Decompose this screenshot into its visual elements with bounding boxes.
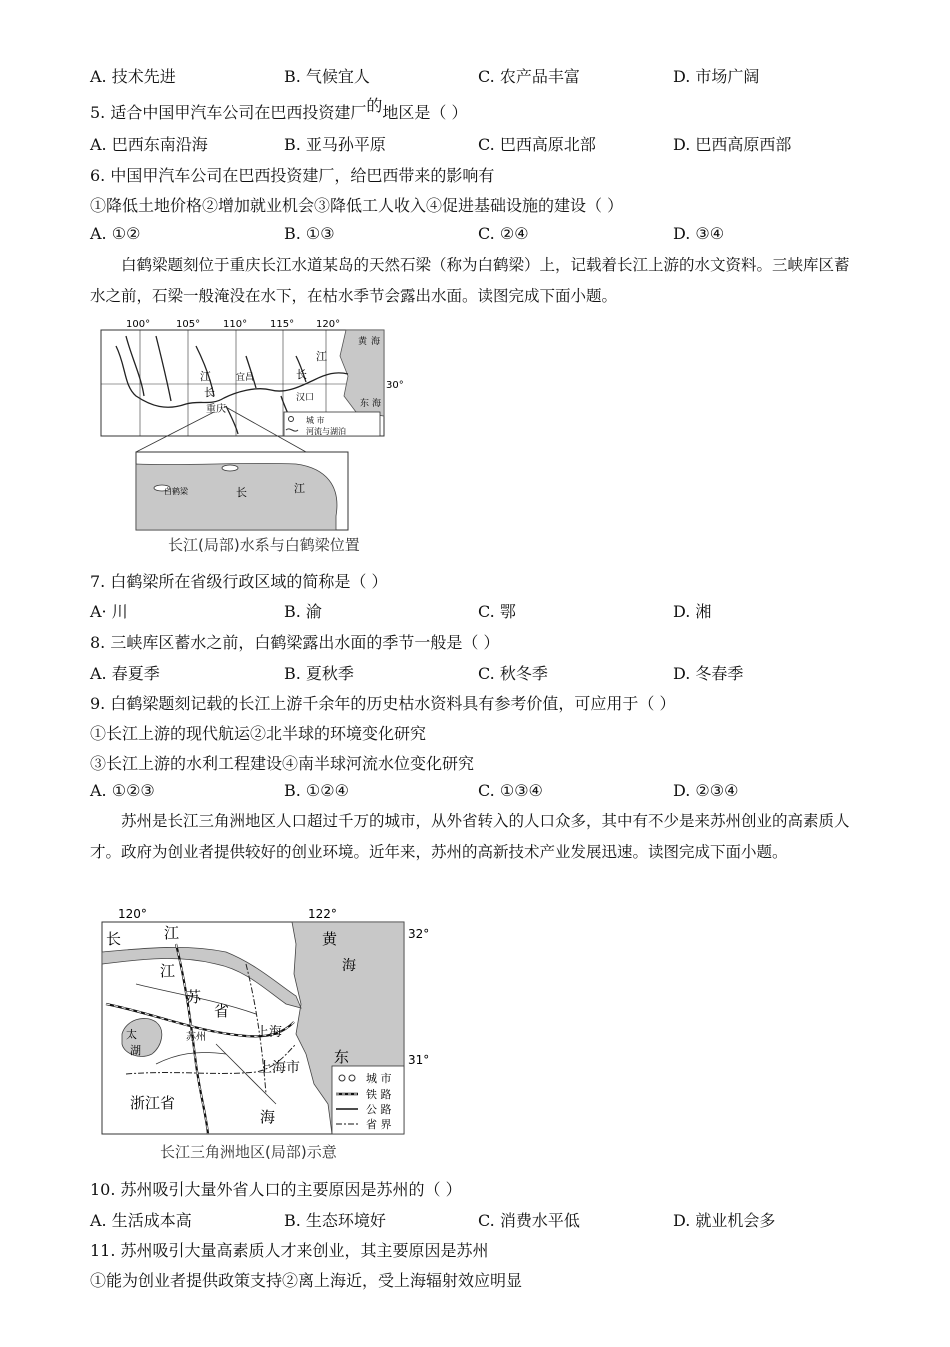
q6-stem: 6. 中国甲汽车公司在巴西投资建厂，给巴西带来的影响有	[90, 166, 495, 185]
q4-option-d: D. 市场广阔	[673, 67, 760, 86]
q9-option-b: B. ①②④	[284, 781, 349, 800]
map1-inset-chang: 长	[236, 486, 247, 499]
q6-option-c: C. ②④	[478, 224, 529, 243]
q10-option-a: A. 生活成本高	[90, 1211, 192, 1230]
q9-option-d: D. ②③④	[673, 781, 739, 800]
q9-stem: 9. 白鹤梁题刻记载的长江上游千余年的历史枯水资料具有参考价值，可应用于（ ）	[90, 694, 676, 713]
map2-label-zhejiang: 浙江省	[130, 1094, 176, 1112]
q5-option-d: D. 巴西高原西部	[673, 135, 792, 154]
map1-inset-jiang: 江	[294, 482, 305, 495]
q11-stem: 11. 苏州吸引大量高素质人才来创业，其主要原因是苏州	[90, 1241, 489, 1260]
map2-lat-31: 31°	[408, 1053, 430, 1067]
map1-label-yichang: 宜昌	[236, 373, 255, 383]
map2-label-dong: 东	[334, 1048, 350, 1066]
q9-option-a: A. ①②③	[90, 781, 155, 800]
map1-label-chang2: 长	[296, 368, 307, 381]
q7-option-c: C. 鄂	[478, 602, 516, 621]
map1-lon-100: 100°	[126, 319, 151, 330]
q8-option-d: D. 冬春季	[673, 664, 744, 683]
map1-caption: 长江(局部)水系与白鹤梁位置	[168, 536, 360, 554]
map2-label-jiang-top: 江	[164, 924, 180, 942]
map1-lon-105: 105°	[176, 319, 201, 330]
map2-label-huang: 黄	[322, 930, 338, 948]
map1-label-chang1: 长	[204, 386, 215, 399]
map1-legend-city: 城 市	[306, 416, 325, 425]
map2-lon-120: 120°	[118, 907, 147, 921]
q7-option-b: B. 渝	[284, 602, 322, 621]
q10-option-d: D. 就业机会多	[673, 1211, 776, 1230]
map2-caption: 长江三角洲地区(局部)示意	[160, 1143, 337, 1161]
map-yangtze-baiheliang	[96, 316, 406, 560]
map1-label-huanghai: 黄	[358, 337, 368, 347]
map2-lon-122: 122°	[308, 907, 337, 921]
map2-label-jiang: 江	[160, 962, 176, 980]
q4-option-a: A. 技术先进	[90, 67, 176, 86]
map2-label-shanghaishi: 上海市	[258, 1060, 300, 1076]
q5-option-c: C. 巴西高原北部	[478, 135, 596, 154]
q5-option-b: B. 亚马孙平原	[284, 135, 386, 154]
map1-label-chongqing: 重庆	[206, 404, 226, 415]
q7-stem: 7. 白鹤梁所在省级行政区域的简称是（ ）	[90, 572, 388, 591]
map2-label-hai-s: 海	[260, 1108, 276, 1126]
q10-option-c: C. 消费水平低	[478, 1211, 580, 1230]
q11-item1: ①能为创业者提供政策支持②离上海近，受上海辐射效应明显	[90, 1271, 523, 1290]
map1-lon-110: 110°	[223, 319, 248, 330]
map1-inset-baiheliang: 白鹤梁	[164, 487, 188, 496]
map1-label-jiang1: 江	[200, 370, 211, 383]
map2-label-sheng: 省	[214, 1002, 230, 1020]
passage-baiheliang: 白鹤梁题刻位于重庆长江水道某岛的天然石梁（称为白鹤梁）上，记载着长江上游的水文资料。三峡库区蓄水之前，石梁一般淹没在水下，在枯水季节会露出水面。读图完成下面小题。	[90, 256, 850, 305]
map1-legend-river: 河流与湖泊	[306, 427, 346, 436]
q8-option-b: B. 夏秋季	[284, 664, 354, 683]
passage-suzhou: 苏州是长江三角洲地区人口超过千万的城市，从外省转入的人口众多，其中有不少是来苏州创业的高素质人才。政府为创业者提供较好的创业环境。近年来，苏州的高新技术产业发展迅速。读图完成下面小题。	[90, 812, 850, 861]
map2-label-hai-n: 海	[342, 958, 356, 974]
q6-option-d: D. ③④	[673, 224, 725, 243]
q9-item1: ①长江上游的现代航运②北半球的环境变化研究	[90, 724, 427, 743]
q8-option-a: A. 春夏季	[90, 664, 160, 683]
q7-option-a: A· 川	[90, 602, 128, 621]
q6-option-b: B. ①③	[284, 224, 335, 243]
map1-lon-115: 115°	[270, 319, 295, 330]
map2-legend-rail: 铁 路	[366, 1088, 392, 1101]
map1-lat-30: 30°	[386, 380, 404, 391]
q5-option-a: A. 巴西东南沿海	[90, 135, 208, 154]
map2-legend-road: 公 路	[366, 1103, 392, 1116]
q8-stem: 8. 三峡库区蓄水之前，白鹤梁露出水面的季节一般是（ ）	[90, 633, 500, 652]
map2-label-su: 苏	[186, 988, 202, 1006]
map2-label-hu: 湖	[130, 1044, 141, 1057]
map1-lon-120: 120°	[316, 319, 341, 330]
q10-stem: 10. 苏州吸引大量外省人口的主要原因是苏州的（ ）	[90, 1180, 462, 1199]
map1-label-donghai2: 海	[372, 399, 382, 409]
map2-label-shanghai: 上海	[256, 1025, 283, 1040]
map2-legend-border: 省 界	[366, 1118, 392, 1131]
map1-label-hankou: 汉口	[296, 393, 315, 403]
map2-label-tai: 太	[126, 1028, 137, 1041]
map1-label-huanghai2: 海	[371, 337, 381, 347]
map1-label-donghai: 东	[360, 399, 370, 409]
q6-items: ①降低土地价格②增加就业机会③降低工人收入④促进基础设施的建设（ ）	[90, 196, 624, 215]
map1-label-jiang2: 江	[316, 350, 327, 363]
q6-option-a: A. ①②	[90, 224, 141, 243]
map2-label-chang: 长	[106, 930, 122, 948]
q9-item2: ③长江上游的水利工程建设④南半球河流水位变化研究	[90, 754, 475, 773]
q9-option-c: C. ①③④	[478, 781, 543, 800]
map2-legend-city: 城 市	[366, 1072, 392, 1085]
q8-option-c: C. 秋冬季	[478, 664, 548, 683]
map2-label-suzhou: 苏州	[186, 1032, 206, 1043]
q7-option-d: D. 湘	[673, 602, 712, 621]
q10-option-b: B. 生态环境好	[284, 1211, 386, 1230]
map2-lat-32: 32°	[408, 927, 430, 941]
q5-stem: 5. 适合中国甲汽车公司在巴西投资建厂的地区是（ ）	[90, 96, 468, 122]
q4-option-c: C. 农产品丰富	[478, 67, 580, 86]
q4-option-b: B. 气候宜人	[284, 67, 370, 86]
map-yangtze-delta	[96, 904, 446, 1144]
